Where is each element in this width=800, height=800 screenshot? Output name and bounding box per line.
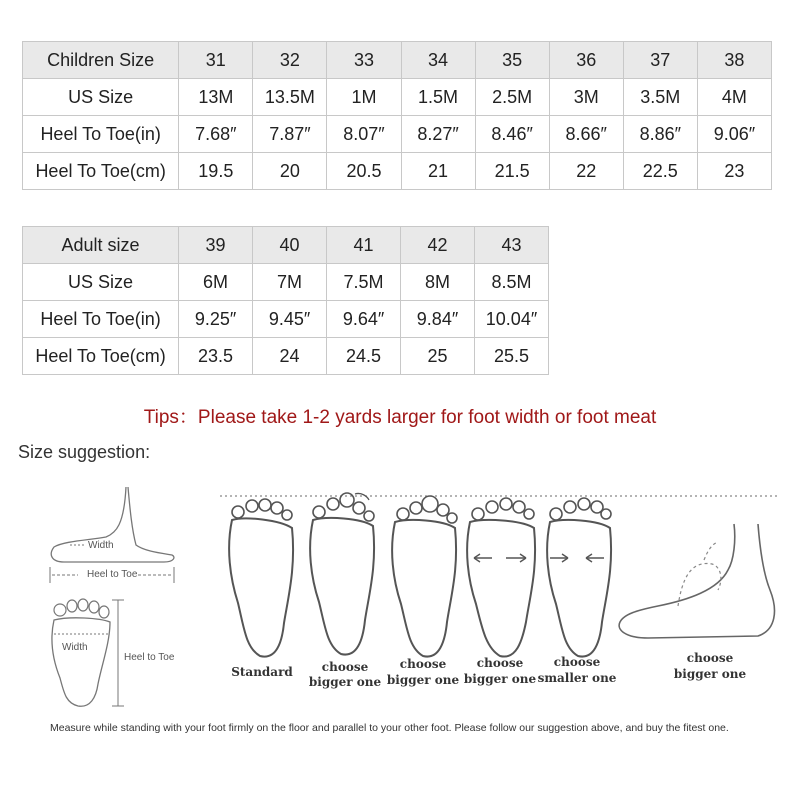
table-cell: 22.5 bbox=[623, 153, 697, 190]
children-size-cell: 33 bbox=[327, 42, 401, 79]
table-cell: 3.5M bbox=[623, 79, 697, 116]
table-cell: 20 bbox=[253, 153, 327, 190]
table-cell: 23.5 bbox=[179, 338, 253, 375]
row-label: Heel To Toe(cm) bbox=[23, 153, 179, 190]
table-cell: 9.45″ bbox=[253, 301, 327, 338]
row-label: Heel To Toe(in) bbox=[23, 301, 179, 338]
caption-choose: choose bbox=[686, 651, 734, 665]
children-size-cell: 37 bbox=[623, 42, 697, 79]
table-cell: 20.5 bbox=[327, 153, 401, 190]
measure-instructions: Measure while standing with your foot firmly on the floor and parallel to your other foot. Please follow our suggestion above, and buy the fitest one. bbox=[50, 722, 729, 734]
adult-size-cell: 39 bbox=[179, 227, 253, 264]
children-header-row bbox=[23, 42, 772, 79]
caption-choose: choose bbox=[476, 656, 524, 670]
table-cell: 3M bbox=[549, 79, 623, 116]
caption-bigger-one: bigger one bbox=[386, 673, 460, 687]
table-cell: 7.87″ bbox=[253, 116, 327, 153]
foot-bigger-one-icon bbox=[462, 494, 542, 662]
table-cell: 24 bbox=[253, 338, 327, 375]
caption-choose: choose bbox=[321, 660, 369, 674]
caption-choose: choose bbox=[553, 655, 601, 669]
children-size-header: Children Size bbox=[23, 42, 179, 79]
table-row bbox=[23, 338, 549, 375]
row-label: US Size bbox=[23, 79, 179, 116]
children-size-cell: 34 bbox=[401, 42, 475, 79]
table-cell: 25 bbox=[401, 338, 475, 375]
foot-standard-icon bbox=[220, 498, 300, 663]
adult-size-table bbox=[22, 226, 549, 375]
children-size-cell: 35 bbox=[475, 42, 549, 79]
caption-bigger-one: bigger one bbox=[463, 672, 537, 686]
children-size-table bbox=[22, 41, 772, 190]
adult-size-cell: 41 bbox=[327, 227, 401, 264]
table-cell: 25.5 bbox=[475, 338, 549, 375]
table-cell: 13M bbox=[179, 79, 253, 116]
table-row bbox=[23, 79, 772, 116]
table-cell: 10.04″ bbox=[475, 301, 549, 338]
adult-size-cell: 42 bbox=[401, 227, 475, 264]
foot-bigger-one-icon bbox=[385, 494, 465, 662]
adult-size-cell: 40 bbox=[253, 227, 327, 264]
children-size-cell: 38 bbox=[697, 42, 771, 79]
table-cell: 8M bbox=[401, 264, 475, 301]
table-row bbox=[23, 153, 772, 190]
table-row bbox=[23, 116, 772, 153]
adult-size-header: Adult size bbox=[23, 227, 179, 264]
adult-header-row bbox=[23, 227, 549, 264]
size-suggestion-title: Size suggestion: bbox=[18, 442, 151, 462]
children-size-cell: 36 bbox=[549, 42, 623, 79]
foot-instep-side-icon bbox=[608, 520, 783, 650]
children-size-cell: 32 bbox=[253, 42, 327, 79]
table-cell: 6M bbox=[179, 264, 253, 301]
row-label: Heel To Toe(cm) bbox=[23, 338, 179, 375]
caption-smaller-one: smaller one bbox=[537, 671, 617, 685]
foot-top-view-diagram bbox=[40, 598, 130, 713]
table-cell: 9.06″ bbox=[697, 116, 771, 153]
table-cell: 8.86″ bbox=[623, 116, 697, 153]
caption-bigger-one: bigger one bbox=[673, 667, 747, 681]
table-cell: 8.27″ bbox=[401, 116, 475, 153]
table-cell: 8.07″ bbox=[327, 116, 401, 153]
table-row bbox=[23, 264, 549, 301]
table-cell: 19.5 bbox=[179, 153, 253, 190]
table-cell: 1M bbox=[327, 79, 401, 116]
row-label: US Size bbox=[23, 264, 179, 301]
table-cell: 4M bbox=[697, 79, 771, 116]
table-cell: 9.64″ bbox=[327, 301, 401, 338]
table-cell: 2.5M bbox=[475, 79, 549, 116]
width-label: Width bbox=[88, 540, 114, 551]
table-cell: 22 bbox=[549, 153, 623, 190]
caption-choose: choose bbox=[399, 657, 447, 671]
standard-label: Standard bbox=[231, 665, 293, 679]
table-cell: 9.84″ bbox=[401, 301, 475, 338]
table-row bbox=[23, 301, 549, 338]
width-label-2: Width bbox=[62, 642, 88, 653]
table-cell: 21.5 bbox=[475, 153, 549, 190]
adult-size-cell: 43 bbox=[475, 227, 549, 264]
row-label: Heel To Toe(in) bbox=[23, 116, 179, 153]
table-cell: 7.68″ bbox=[179, 116, 253, 153]
heel-to-toe-label: Heel to Toe bbox=[87, 569, 138, 580]
caption-bigger-one: bigger one bbox=[308, 675, 382, 689]
foot-bigger-one-icon bbox=[303, 490, 383, 660]
table-cell: 9.25″ bbox=[179, 301, 253, 338]
tips-text: Tips：Please take 1-2 yards larger for foot width or foot meat bbox=[143, 407, 657, 428]
table-cell: 1.5M bbox=[401, 79, 475, 116]
children-size-cell: 31 bbox=[179, 42, 253, 79]
table-cell: 7.5M bbox=[327, 264, 401, 301]
table-cell: 21 bbox=[401, 153, 475, 190]
table-cell: 8.5M bbox=[475, 264, 549, 301]
table-cell: 7M bbox=[253, 264, 327, 301]
table-cell: 24.5 bbox=[327, 338, 401, 375]
table-cell: 13.5M bbox=[253, 79, 327, 116]
table-cell: 8.46″ bbox=[475, 116, 549, 153]
table-cell: 23 bbox=[697, 153, 771, 190]
heel-to-toe-label-2: Heel to Toe bbox=[124, 652, 175, 663]
table-cell: 8.66″ bbox=[549, 116, 623, 153]
